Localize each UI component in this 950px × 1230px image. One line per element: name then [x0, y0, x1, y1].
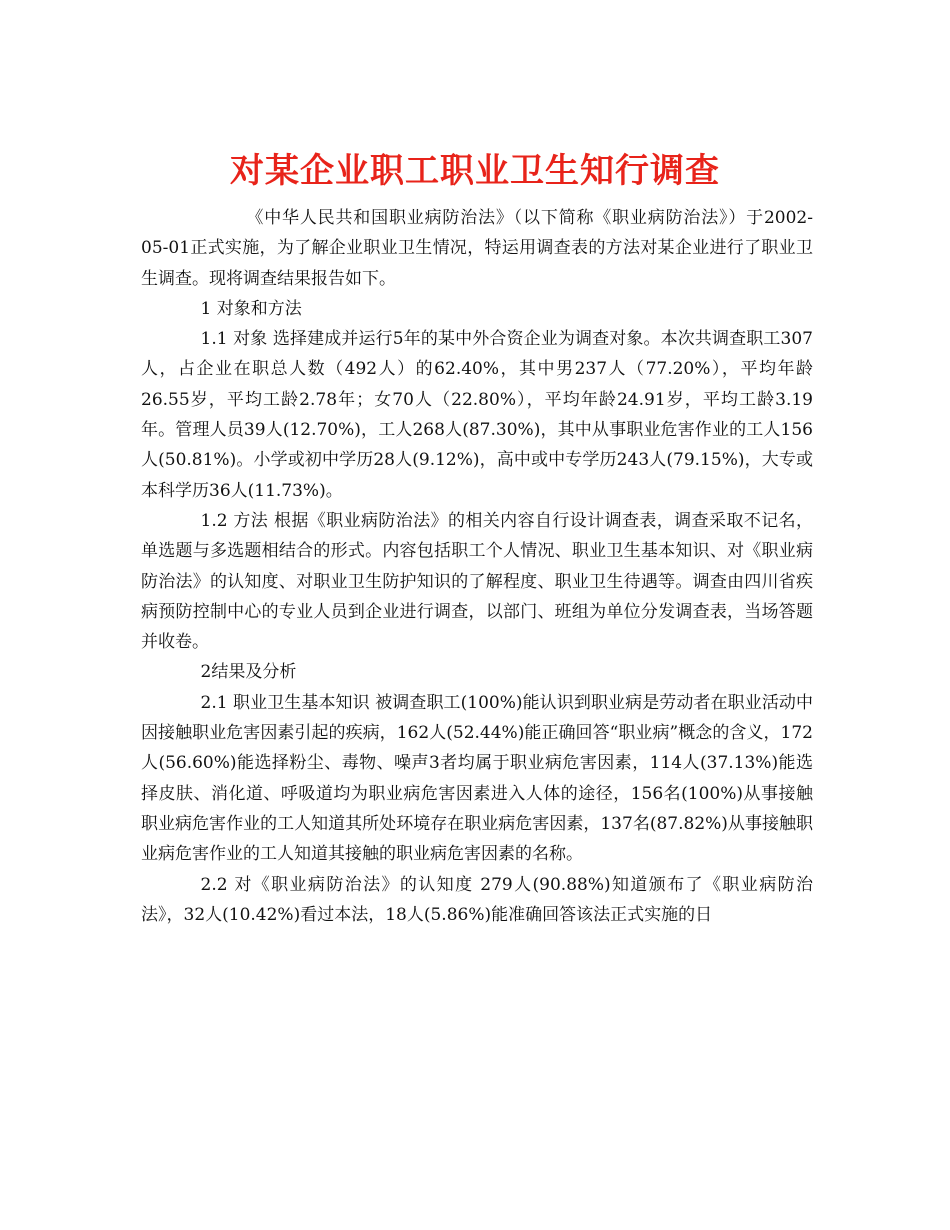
paragraph-1-2: 1.2 方法 根据《职业病防治法》的相关内容自行设计调查表，调查采取不记名，单选题与多选题相结合的形式。内容包括职工个人情况、职业卫生基本知识、对《职业病防治法》的认知度、对职业卫生防护知识的了解程度、职业卫生待遇等。调查由四川省疾病预防控制中心的专业人员到企业进行调查，以部门、班组为单位分发调查表，当场答题并收卷。 [141, 510, 813, 653]
section-heading-2: 2结果及分析 [200, 662, 297, 683]
paragraph-2-1: 2.1 职业卫生基本知识 被调查职工(100%)能认识到职业病是劳动者在职业活动中因接触职业危害因素引起的疾病，162人(52.44%)能正确回答“职业病”概念的含义，172人(56.60%)能选择粉尘、毒物、噪声3者均属于职业病危害因素，114人(37.13%)能选择皮肤、消化道、呼吸道均为职业病危害因素进入人体的途径，156名(100%)从事接触职业病危害作业的工人知道其所处环境存在职业病危害因素，137名(87.82%)从事接触职业病危害作业的工人知道其接触的职业病危害因素的名称。 [141, 692, 813, 865]
paragraph-1-1: 1.1 对象 选择建成并运行5年的某中外合资企业为调查对象。本次共调查职工307人，占企业在职总人数（492人）的62.40%，其中男237人（77.20%），平均年龄26.55岁，平均工龄2.78年；女70人（22.80%），平均年龄24.91岁，平均工龄3.19年。管理人员39人(12.70%)，工人268人(87.30%)，其中从事职业危害作业的工人156人(50.81%)。小学或初中学历28人(9.12%)，高中或中专学历243人(79.15%)，大专或本科学历36人(11.73%)。 [141, 329, 813, 501]
paragraph-2-2: 2.2 对《职业病防治法》的认知度 279人(90.88%)知道颁布了《职业病防治法》，32人(10.42%)看过本法，18人(5.86%)能准确回答该法正式实施的日 [141, 874, 813, 925]
intro-paragraph: 《中华人民共和国职业病防治法》（以下简称《职业病防治法》）于2002-05-01正式实施，为了解企业职业卫生情况，特运用调查表的方法对某企业进行了职业卫生调查。现将调查结果报告如下。 [141, 208, 813, 289]
document-title: 对某企业职工职业卫生知行调查 [230, 150, 720, 191]
section-heading-1: 1 对象和方法 [200, 298, 302, 319]
document-body [141, 203, 813, 930]
